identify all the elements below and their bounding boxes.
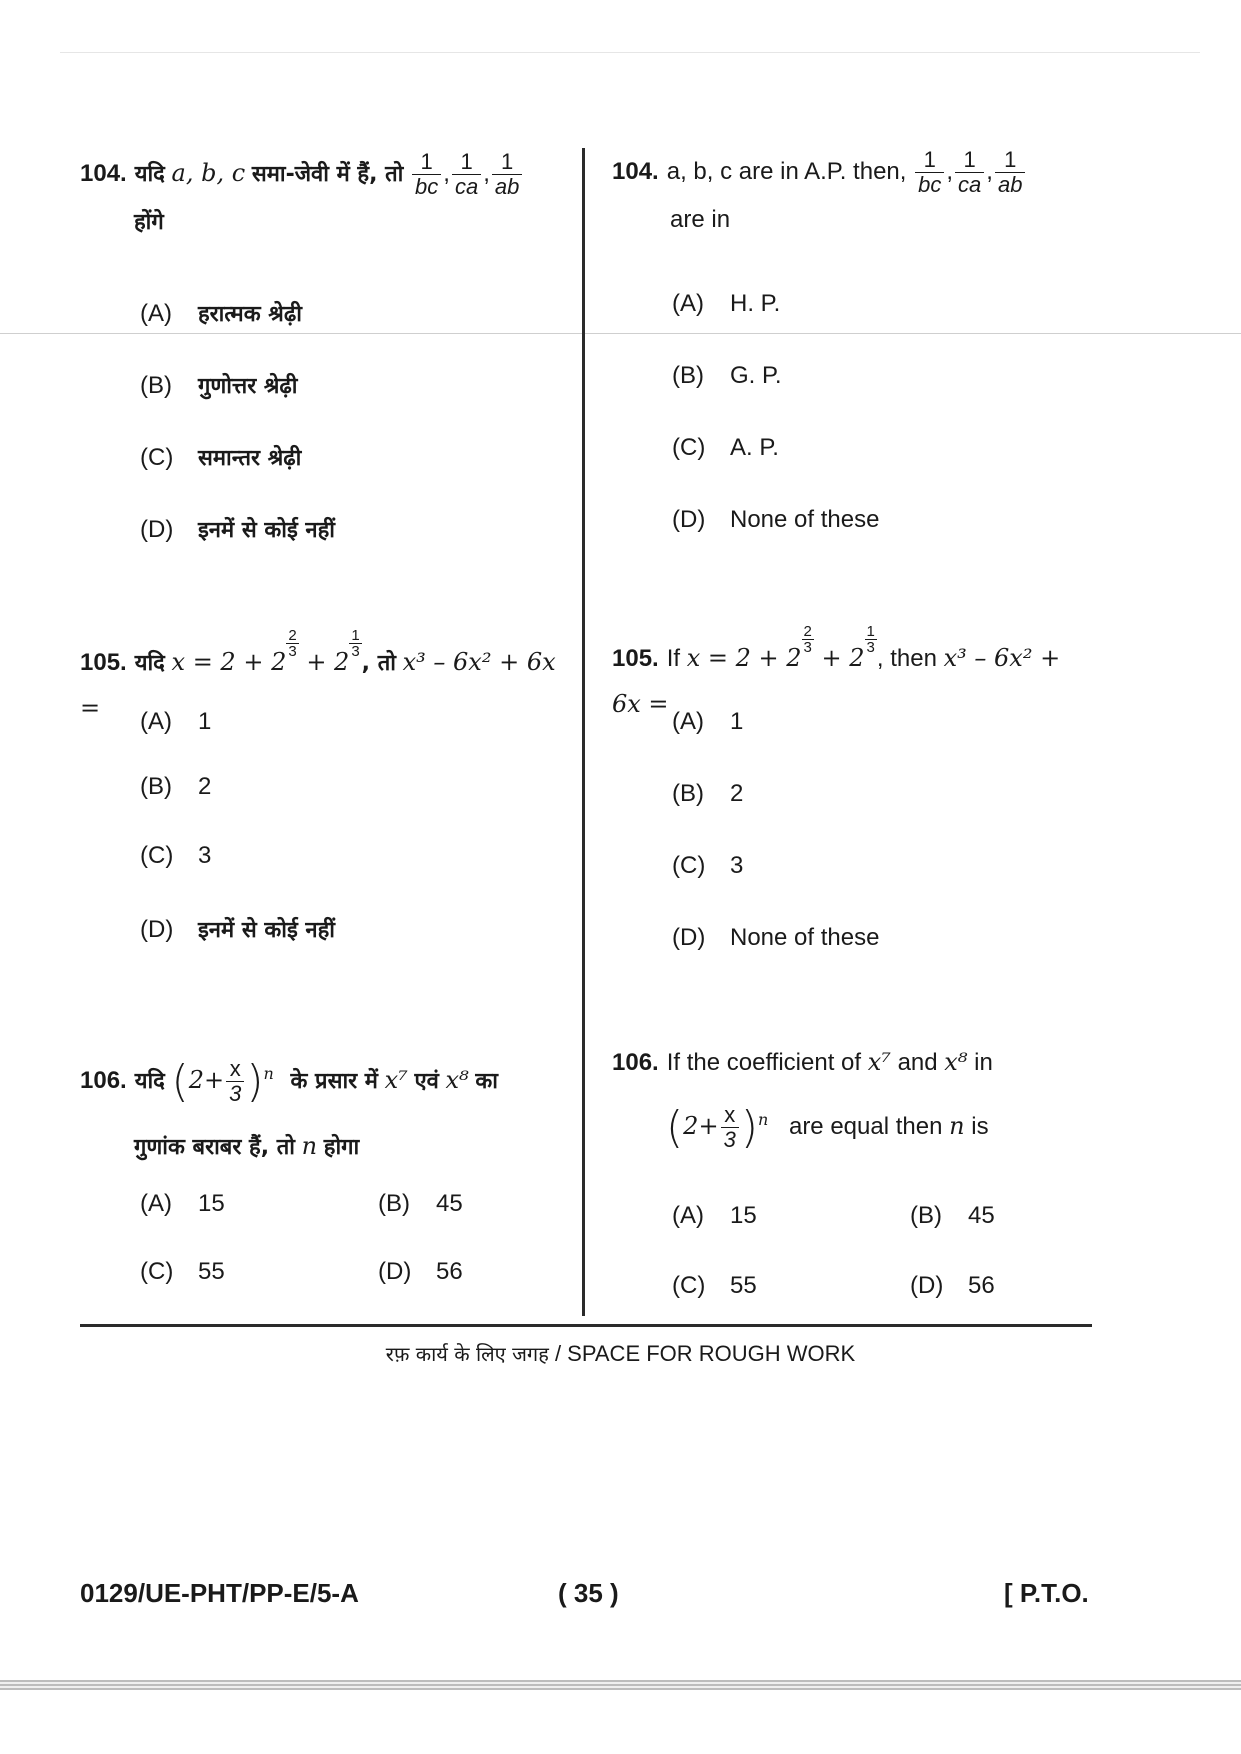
right-paren: ) xyxy=(246,1056,264,1107)
option-c[interactable] xyxy=(672,434,779,462)
option-label: (C) xyxy=(672,434,706,461)
denominator: 3 xyxy=(803,639,812,656)
option-label: (B) xyxy=(672,780,704,807)
equation: + 2 xyxy=(813,644,865,672)
option-a[interactable] xyxy=(140,1190,225,1218)
option-text: None of these xyxy=(730,924,880,951)
denominator: 3 xyxy=(866,639,875,656)
term-x8: x⁸ xyxy=(944,1048,968,1076)
exponent-n: n xyxy=(263,1064,274,1084)
option-c[interactable] xyxy=(672,1272,757,1300)
term-x8: x⁸ xyxy=(445,1066,469,1095)
option-d[interactable] xyxy=(140,514,335,544)
option-b[interactable] xyxy=(672,362,782,390)
bottom-rule xyxy=(80,1324,1092,1327)
question-number: 106. xyxy=(612,1049,659,1076)
stem-text: का xyxy=(475,1069,498,1095)
denominator: ca xyxy=(454,174,479,200)
option-text: हरात्मक श्रेढ़ी xyxy=(198,302,302,327)
option-text: 1 xyxy=(198,708,212,735)
numerator: 1 xyxy=(492,150,522,175)
stem-text: , then xyxy=(876,645,937,672)
option-text: None of these xyxy=(730,506,880,533)
denominator: ab xyxy=(997,172,1023,198)
option-label: (D) xyxy=(140,516,174,543)
stem-text: are in xyxy=(670,206,731,234)
option-a[interactable] xyxy=(672,1202,757,1230)
option-text: 55 xyxy=(198,1258,225,1285)
denominator: bc xyxy=(415,174,439,200)
binomial-lead: 2+ xyxy=(188,1066,225,1095)
denominator: 3 xyxy=(351,643,360,660)
denominator: ca xyxy=(958,172,982,198)
option-text: 55 xyxy=(730,1272,757,1299)
question-104-en: 104. a, b, c are in A.P. then, $\frac{1}{bc}$ , $\frac{1}{ca}$ , $\frac{1}{ab}$ are in xyxy=(612,148,1092,243)
stem-text: के प्रसार में xyxy=(290,1069,378,1095)
separator: / xyxy=(548,1341,568,1366)
fraction-x-3 xyxy=(721,1103,739,1152)
option-text: 2 xyxy=(730,780,744,807)
equation: x = 2 + 2 xyxy=(686,644,802,672)
option-label: (D) xyxy=(672,506,706,533)
denominator: 3 xyxy=(723,1126,736,1152)
option-text: 45 xyxy=(436,1190,463,1217)
option-text: 56 xyxy=(436,1258,463,1285)
option-b[interactable] xyxy=(140,370,298,400)
option-d[interactable] xyxy=(140,914,335,944)
question-number: 105. xyxy=(80,649,127,676)
denominator: bc xyxy=(918,172,942,198)
option-label: (B) xyxy=(378,1190,410,1217)
option-a[interactable] xyxy=(672,290,780,318)
rough-work-caption xyxy=(0,1340,1241,1367)
stem-text: होंगे xyxy=(134,210,164,236)
option-text: 3 xyxy=(198,842,212,869)
option-text: गुणोत्तर श्रेढ़ी xyxy=(198,374,298,399)
variable-n: n xyxy=(949,1111,965,1140)
english-column xyxy=(612,0,1092,1320)
exponent-2-3 xyxy=(802,624,814,655)
stem-text: यदि xyxy=(134,651,165,676)
expression: x³ – 6x² + 6x = xyxy=(612,644,1061,718)
question-104-hi: 104. यदि a, b, c समा-जेवी में हैं, तो $\frac{1}{bc}$ , $\frac{1}{ca}$ , $\frac{1}{ab}$ होंगे xyxy=(80,150,560,245)
option-text: G. P. xyxy=(730,362,782,389)
option-label: (A) xyxy=(672,1202,704,1229)
stem-text: and xyxy=(897,1049,938,1076)
option-d[interactable] xyxy=(672,924,879,952)
question-number: 104. xyxy=(80,160,127,188)
option-text: A. P. xyxy=(730,434,779,461)
variable-n: n xyxy=(301,1131,318,1160)
option-text: इनमें से कोई नहीं xyxy=(198,918,336,943)
option-a[interactable] xyxy=(672,708,743,736)
option-label: (D) xyxy=(140,916,174,943)
left-paren: ( xyxy=(171,1056,189,1107)
option-b[interactable] xyxy=(910,1202,995,1230)
option-b[interactable] xyxy=(672,780,743,808)
option-text: 1 xyxy=(730,708,744,735)
question-106-hi xyxy=(80,1040,560,1169)
stem-text: If xyxy=(666,645,681,672)
scan-bottom-band xyxy=(0,1680,1241,1690)
rough-work-en: SPACE FOR ROUGH WORK xyxy=(567,1341,856,1366)
stem-text: is xyxy=(971,1112,989,1140)
exponent-2-3 xyxy=(286,628,298,659)
right-paren: ) xyxy=(740,1101,758,1153)
stem-text: यदि xyxy=(134,162,165,188)
binomial-lead: 2+ xyxy=(683,1111,719,1140)
stem-text: एवं xyxy=(414,1069,439,1095)
stem-text: यदि xyxy=(134,1069,165,1095)
expression: x³ – 6x² + 6x = xyxy=(80,648,556,722)
option-a[interactable] xyxy=(140,298,302,328)
option-d[interactable] xyxy=(910,1272,995,1300)
option-label: (C) xyxy=(140,1258,174,1285)
question-number: 104. xyxy=(612,158,659,186)
option-label: (C) xyxy=(140,444,174,471)
option-label: (D) xyxy=(378,1258,412,1285)
numerator: 1 xyxy=(866,623,875,640)
exponent-1-3 xyxy=(865,624,877,655)
option-label: (D) xyxy=(672,924,706,951)
rough-work-hi: रफ़ कार्य के लिए जगह xyxy=(385,1342,549,1366)
stem-text: a, b, c are in A.P. then, xyxy=(666,158,907,186)
fraction-1-ab xyxy=(995,148,1025,197)
fraction-1-ca xyxy=(452,150,481,199)
option-b[interactable] xyxy=(378,1190,463,1218)
stem-text: If the coefficient of xyxy=(666,1049,862,1076)
hindi-column xyxy=(80,0,560,1320)
option-c[interactable] xyxy=(140,842,211,870)
option-text: 45 xyxy=(968,1202,995,1229)
fraction-1-bc xyxy=(412,150,441,199)
fraction-1-ab xyxy=(492,150,522,199)
option-label: (B) xyxy=(140,372,172,399)
option-label: (A) xyxy=(140,1190,172,1217)
fraction-1-ca xyxy=(955,148,984,197)
option-text: 15 xyxy=(198,1190,225,1217)
term-x7: x⁷ xyxy=(867,1048,891,1076)
numerator: 1 xyxy=(955,148,984,173)
numerator: 2 xyxy=(803,623,812,640)
denominator: 3 xyxy=(229,1081,242,1107)
option-text: 15 xyxy=(730,1202,757,1229)
option-text: इनमें से कोई नहीं xyxy=(198,518,336,543)
exponent-1-3 xyxy=(349,628,361,659)
option-label: (B) xyxy=(910,1202,942,1229)
numerator: 1 xyxy=(412,150,441,175)
page-number: ( 35 ) xyxy=(558,1578,619,1608)
numerator: x xyxy=(721,1103,739,1128)
option-label: (C) xyxy=(672,1272,706,1299)
option-label: (D) xyxy=(910,1272,944,1299)
option-text: H. P. xyxy=(730,290,781,317)
please-turn-over: [ P.T.O. xyxy=(1004,1578,1089,1608)
denominator: 3 xyxy=(288,643,297,660)
option-a[interactable] xyxy=(140,708,211,736)
option-text: 3 xyxy=(730,852,744,879)
column-divider xyxy=(582,148,585,1316)
option-c[interactable] xyxy=(140,442,301,472)
numerator: 1 xyxy=(452,150,481,175)
question-number: 106. xyxy=(80,1067,127,1095)
option-text: 2 xyxy=(198,773,212,800)
option-d[interactable] xyxy=(378,1258,463,1286)
option-text: समान्तर श्रेढ़ी xyxy=(198,446,302,471)
exponent-n: n xyxy=(757,1109,769,1129)
numerator: x xyxy=(226,1057,244,1082)
numerator: 2 xyxy=(288,627,297,644)
fraction-1-bc xyxy=(915,148,944,197)
paper-code: 0129/UE-PHT/PP-E/5-A xyxy=(80,1578,359,1608)
stem-text: in xyxy=(974,1049,993,1076)
option-label: (A) xyxy=(672,290,704,317)
option-b[interactable] xyxy=(140,773,211,801)
equation: + 2 xyxy=(298,648,350,676)
option-label: (C) xyxy=(140,842,174,869)
option-label: (B) xyxy=(140,773,172,800)
denominator: ab xyxy=(494,174,520,200)
option-d[interactable] xyxy=(672,506,879,534)
equation: x = 2 + 2 xyxy=(171,648,287,676)
numerator: 1 xyxy=(351,627,360,644)
option-c[interactable] xyxy=(140,1258,225,1286)
fraction-x-3 xyxy=(226,1057,244,1106)
stem-text: समा-जेवी में हैं, तो xyxy=(251,162,404,188)
option-label: (C) xyxy=(672,852,706,879)
question-number: 105. xyxy=(612,645,659,672)
question-106-en xyxy=(612,1040,1092,1169)
stem-text: गुणांक बराबर हैं, तो xyxy=(134,1134,295,1160)
option-label: (A) xyxy=(140,300,172,327)
stem-text: , तो xyxy=(361,651,396,676)
left-paren: ( xyxy=(666,1101,684,1153)
variables: a, b, c xyxy=(171,159,246,188)
option-text: 56 xyxy=(968,1272,995,1299)
stem-text: होगा xyxy=(323,1134,360,1160)
term-x7: x⁷ xyxy=(384,1066,408,1095)
option-c[interactable] xyxy=(672,852,743,880)
numerator: 1 xyxy=(915,148,944,173)
stem-text: are equal then xyxy=(788,1112,943,1140)
option-label: (A) xyxy=(140,708,172,735)
numerator: 1 xyxy=(995,148,1025,173)
option-label: (A) xyxy=(672,708,704,735)
option-label: (B) xyxy=(672,362,704,389)
